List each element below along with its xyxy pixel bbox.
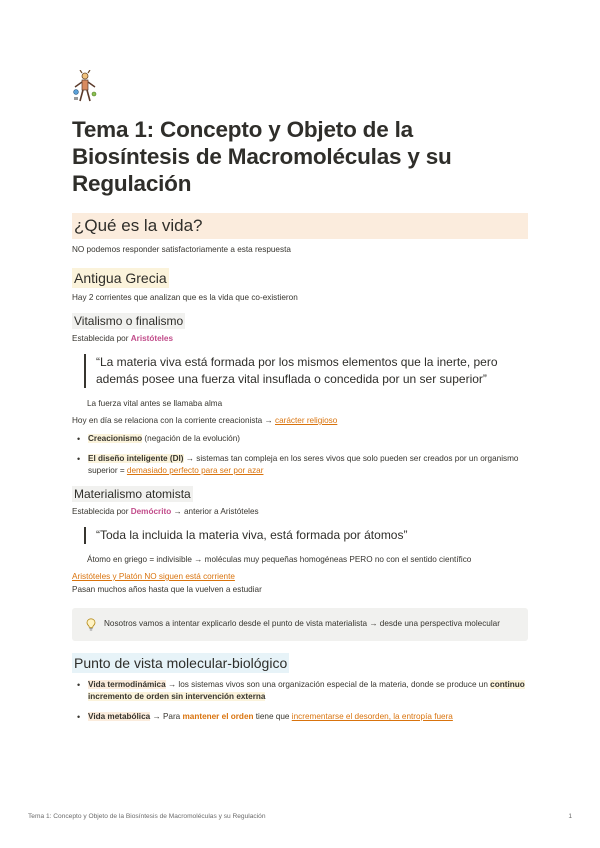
section-heading-que-es-la-vida: ¿Qué es la vida? bbox=[72, 213, 528, 239]
callout-materialista bbox=[72, 608, 528, 641]
heading-vitalismo: Vitalismo o finalismo bbox=[74, 314, 184, 328]
vitalismo-established: Establecida por Aristóteles bbox=[72, 334, 174, 343]
democrito-name: Demócrito bbox=[130, 507, 172, 516]
footer-title: Tema 1: Concepto y Objeto de la Biosíntesis de Macromoléculas y su Regulación bbox=[28, 813, 266, 820]
list-item-creacionismo: • Creacionismo (negación de la evolución) bbox=[72, 433, 528, 445]
caracter-religioso-link[interactable]: carácter religioso bbox=[274, 416, 338, 425]
heading-antigua-grecia: Antigua Grecia bbox=[74, 270, 167, 286]
list-item-diseno-inteligente: • El diseño inteligente (DI) → sistemas tan compleja en los seres vivos que solo pueden ser creados por un organismo superior = demasiado perfecto para ser por azar bbox=[72, 453, 528, 477]
heading-materialismo: Materialismo atomista bbox=[74, 487, 191, 501]
materialismo-established: Establecida por Demócrito → anterior a Aristóteles bbox=[72, 507, 259, 516]
entropia-link[interactable]: incrementarse el desorden, la entropía fuera bbox=[291, 712, 453, 721]
atomo-note: Átomo en griego = indivisible → moléculas muy pequeñas homogéneas PERO no con el sentido científico bbox=[87, 555, 472, 564]
callout-text: Nosotros vamos a intentar explicarlo desde el punto de vista materialista → desde una perspectiva molecular bbox=[104, 619, 500, 628]
molecular-list bbox=[72, 679, 528, 723]
fuerza-vital-note: La fuerza vital antes se llamaba alma bbox=[87, 399, 223, 408]
list-item-vida-termodinamica: • Vida termodinámica → los sistemas vivos son una organización especial de la materia, donde se produce un continuo incremento de orden sin intervención externa bbox=[72, 679, 528, 703]
heading-molecular-biologico: Punto de vista molecular-biológico bbox=[74, 655, 288, 671]
demasiado-perfecto-link[interactable]: demasiado perfecto para ser por azar bbox=[126, 466, 264, 475]
lightbulb-icon bbox=[86, 618, 96, 631]
aristoteles-platon-line bbox=[72, 571, 528, 583]
document-page bbox=[72, 70, 528, 723]
page-title: Tema 1: Concepto y Objeto de la Biosíntesis de Macromoléculas y su Regulación bbox=[72, 117, 452, 196]
list-item-vida-metabolica: • Vida metabólica → Para mantener el orden tiene que incrementarse el desorden, la entropía fuera bbox=[72, 711, 528, 723]
anatomy-figure-icon bbox=[72, 70, 98, 104]
intro-text: NO podemos responder satisfactoriamente a esta respuesta bbox=[72, 245, 291, 254]
vitalismo-list bbox=[72, 433, 528, 477]
vitalismo-quote: “La materia viva está formada por los mismos elementos que la inerte, pero además posee una fuerza vital insuflada o concedida por un ser superior” bbox=[84, 354, 528, 388]
aristoteles-name: Aristóteles bbox=[130, 334, 174, 343]
hoy-en-dia-text: Hoy en día se relaciona con la corriente creacionista → carácter religioso bbox=[72, 416, 338, 425]
antigua-intro: Hay 2 corrientes que analizan que es la vida que co-existieron bbox=[72, 293, 298, 302]
aristoteles-platon-link[interactable]: Aristóteles y Platón NO siguen está corriente bbox=[72, 572, 235, 581]
page-number: 1 bbox=[568, 813, 572, 820]
pasan-anos-line: Pasan muchos años hasta que la vuelven a estudiar bbox=[72, 585, 262, 594]
page-footer bbox=[28, 813, 572, 820]
materialismo-quote: “Toda la incluida la materia viva, está formada por átomos” bbox=[84, 527, 528, 544]
